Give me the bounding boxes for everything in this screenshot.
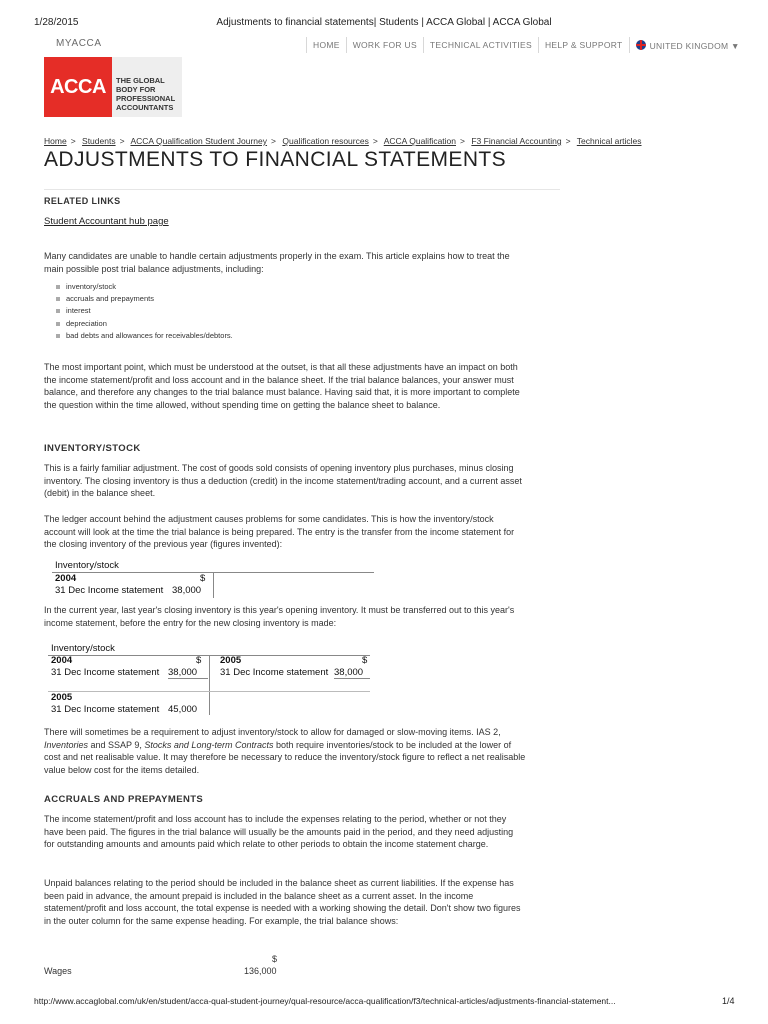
list-item: inventory/stock — [56, 281, 233, 293]
inventory-paragraph-1: This is a fairly familiar adjustment. The cost of goods sold consists of opening inventory plus purchases, minus closing inventory. The closing inventory is thus a deduction (credit) in the income statement/trading account, and a current asset (debit) in the balance sheet. — [44, 463, 522, 499]
title-divider — [44, 189, 560, 190]
adjustment-list — [56, 281, 233, 342]
list-item: accruals and prepayments — [56, 293, 233, 305]
ledger-year: 2005 — [51, 692, 73, 703]
breadcrumb-f3[interactable]: F3 Financial Accounting — [471, 136, 562, 146]
acca-logo-mark: ACCA — [44, 57, 112, 117]
main-nav — [300, 37, 740, 53]
trial-balance-currency: $ — [272, 954, 278, 964]
hub-page-link[interactable]: Student Accountant hub page — [44, 216, 169, 227]
ledger-year: 2004 — [55, 573, 77, 584]
nav-divider — [629, 37, 630, 53]
ledger-amount: 38,000 — [172, 585, 202, 596]
text-run: and SSAP 9, — [88, 739, 145, 750]
ledger-entry: 31 Dec Income statement — [51, 704, 160, 715]
breadcrumb-technical-articles[interactable]: Technical articles — [576, 136, 642, 146]
ledger-title: Inventory/stock — [51, 643, 115, 654]
ledger-amount: 45,000 — [168, 704, 198, 715]
acca-logo-tagline: THE GLOBAL BODY FOR PROFESSIONAL ACCOUNTANTS — [116, 76, 176, 112]
ledger-center-rule — [209, 655, 210, 715]
ledger-mid-rule — [48, 691, 370, 692]
nav-divider — [538, 37, 539, 53]
nav-divider — [346, 37, 347, 53]
breadcrumb-acca-qualification[interactable]: ACCA Qualification — [383, 136, 457, 146]
accruals-heading: ACCRUALS AND PREPAYMENTS — [44, 794, 204, 805]
trial-balance-value: 136,000 — [244, 966, 277, 976]
accruals-paragraph-2: Unpaid balances relating to the period should be included in the balance sheet as current liabilities. If the expense has been paid in advance, the amount prepaid is included in the balance sheet as a current asset. In the income statement/profit and loss account, the total expense is needed with a working showing the detail. Don't show two figures in the outer column for the same expense heading. For example, the trial balance shows: — [44, 878, 521, 926]
ledger-year: 2005 — [220, 655, 242, 666]
list-item: interest — [56, 305, 233, 317]
ledger-underline — [168, 678, 208, 679]
ledger-year: 2004 — [51, 655, 73, 666]
breadcrumb-student-journey[interactable]: ACCA Qualification Student Journey — [130, 136, 268, 146]
inventory-paragraph-3: In the current year, last year's closing inventory is this year's opening inventory. It must be transferred out to this year's income statement, before the entry for the new closing inventory is made: — [44, 605, 515, 628]
ledger-entry: 31 Dec Income statement — [51, 667, 160, 678]
nav-home[interactable]: HOME — [313, 40, 340, 50]
accruals-paragraph-1: The income statement/profit and loss account has to include the expenses relating to the period, whether or not they have been paid. The figures in the trial balance will usually be the amounts paid in the period, and they need adjusting for outstanding amounts and amounts paid which relate to other periods to obtain the income statement charge. — [44, 814, 514, 850]
ledger-amount: 38,000 — [168, 667, 198, 678]
intro-paragraph: Many candidates are unable to handle certain adjustments properly in the exam. This article explains how to treat the main possible post trial balance adjustments, including: — [44, 251, 510, 274]
ledger-currency: $ — [362, 655, 368, 666]
inventory-heading: INVENTORY/STOCK — [44, 443, 141, 454]
ledger-amount: 38,000 — [334, 667, 364, 678]
page-title: ADJUSTMENTS TO FINANCIAL STATEMENTS — [44, 148, 507, 171]
important-point-paragraph: The most important point, which must be understood at the outset, is that all these adjustments have an impact on both the income statement/profit and loss account and in the balance sheet. If the trial balance balances, your answer must balance, and therefore any changes to the trial balance must balance. Having said that, it is more important to complete the question within the time allowed, without spending time on getting the balance sheet to balance. — [44, 362, 520, 410]
inventory-paragraph-2: The ledger account behind the adjustment causes problems for some candidates. This is how the inventory/stock account will look at the time the trial balance is being prepared. The entry is the transfer from the income statement for the closing inventory of the previous year (figures invented): — [44, 514, 515, 550]
text-run-italic: Inventories — [44, 739, 89, 750]
print-footer-url: http://www.accaglobal.com/uk/en/student/acca-qual-student-journey/qual-resource/acca-qualification/f3/technical-articles/adjustments-financial-statement... — [34, 996, 616, 1006]
nav-technical-activities[interactable]: TECHNICAL ACTIVITIES — [429, 40, 532, 50]
nav-country-selector[interactable] — [636, 40, 740, 51]
ledger-currency: $ — [196, 655, 202, 666]
breadcrumb-home[interactable]: Home — [44, 136, 67, 146]
related-links-heading: RELATED LINKS — [44, 196, 121, 206]
ledger-underline — [334, 678, 370, 679]
uk-flag-icon — [636, 40, 646, 50]
text-run: both require inventories/stock to be included at the lower of cost and net realisable value. It may therefore be necessary to reduce the inventory/stock figure to reflect a net realisable value below cost for the items detailed. — [44, 739, 526, 775]
print-page-number: 1/4 — [722, 996, 735, 1006]
breadcrumb-students[interactable]: Students — [82, 136, 116, 146]
nav-divider — [423, 37, 424, 53]
nav-work-for-us[interactable]: WORK FOR US — [352, 40, 417, 50]
ledger-entry: 31 Dec Income statement — [55, 585, 164, 596]
print-page-title: Adjustments to financial statements| Students | ACCA Global | ACCA Global — [216, 17, 552, 28]
myacca-link[interactable]: MYACCA — [56, 38, 102, 49]
ledger-currency: $ — [200, 573, 206, 584]
breadcrumb-qualification-resources[interactable]: Qualification resources — [282, 136, 369, 146]
acca-logo[interactable] — [44, 57, 182, 117]
list-item: depreciation — [56, 318, 233, 330]
nav-divider — [306, 37, 307, 53]
trial-balance-label: Wages — [44, 966, 72, 976]
list-item: bad debts and allowances for receivables/debtors. — [56, 330, 233, 342]
breadcrumb: Home > Students > ACCA Qualification Student Journey > Qualification resources > ACCA Qualification > F3 Financial Accounting > Technical articles — [44, 136, 642, 146]
ledger-title: Inventory/stock — [55, 560, 119, 571]
print-date: 1/28/2015 — [34, 17, 79, 28]
ledger-center-rule — [213, 572, 214, 598]
country-label: UNITED KINGDOM ▼ — [649, 40, 740, 51]
inventory-ledger-2005 — [48, 643, 372, 717]
ledger-entry: 31 Dec Income statement — [220, 667, 329, 678]
text-run-italic: Stocks and Long-term Contracts — [144, 739, 274, 750]
inventory-paragraph-4 — [44, 726, 526, 776]
text-run: There will sometimes be a requirement to adjust inventory/stock to allow for damaged or slow-moving items. IAS 2, — [44, 727, 501, 737]
inventory-ledger-2004 — [52, 560, 376, 600]
nav-help-support[interactable]: HELP & SUPPORT — [544, 40, 623, 50]
